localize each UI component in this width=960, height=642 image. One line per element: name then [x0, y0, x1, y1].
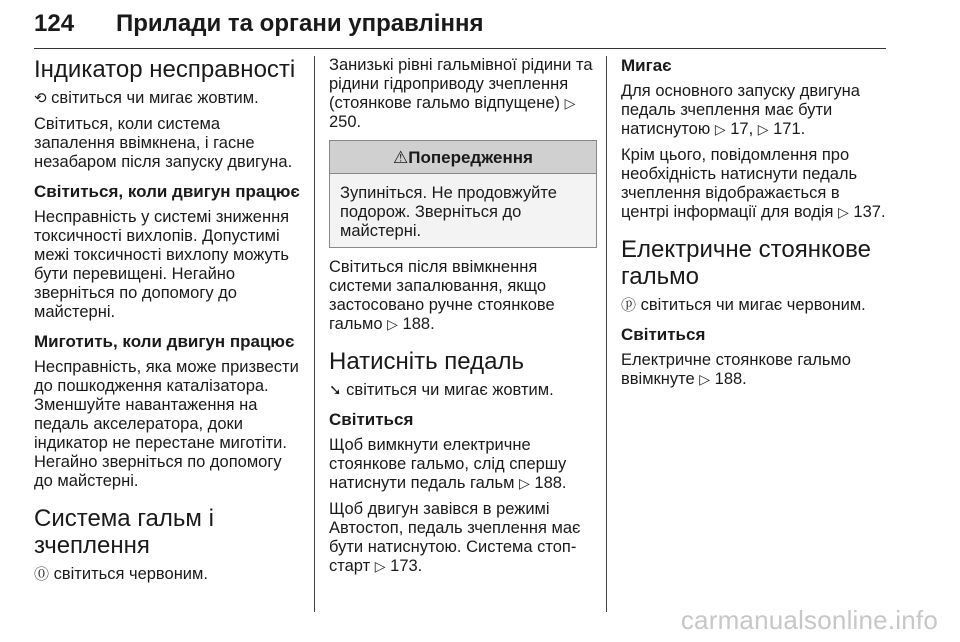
column-3 [621, 56, 891, 396]
column-2 [329, 56, 597, 583]
page-reference-triangle-icon: ▷ [387, 316, 398, 332]
column-1 [34, 56, 302, 591]
brake-system-icon: ⓪ [34, 566, 50, 583]
paragraph: Несправність у системі зниження токсичності вихлопів. Допустимі межі токсичності вихлопу можуть бути перевищені. Негайно зверніться по допомогу до майстерні. [34, 208, 290, 321]
page-number: 124 [34, 10, 75, 37]
page-header [34, 0, 886, 49]
paragraph: ⟲ світиться чи мигає жовтим. [34, 89, 259, 107]
column-divider [606, 56, 607, 612]
page-reference-triangle-icon: ▷ [838, 204, 849, 220]
warning-header: ⚠Попередження [330, 141, 596, 174]
paragraph: Щоб двигун завівся в режимі Автостоп, педаль зчеплення має бути натиснутою. Система стоп-старт ▷ 173. [329, 500, 581, 575]
electric-parking-brake-icon: ⓟ [621, 297, 637, 314]
engine-malfunction-icon: ⟲ [34, 90, 47, 107]
paragraph: ➘ світиться чи мигає жовтим. [329, 381, 554, 399]
clutch-pedal-icon: ➘ [329, 382, 342, 399]
watermark: carmanualsonline.info [680, 605, 938, 635]
paragraph: Світиться після ввімкнення системи запалювання, якщо застосовано ручне стоянкове гальмо ▷ 188. [329, 258, 555, 333]
page-reference-triangle-icon: ▷ [699, 371, 711, 387]
subheading: Миготить, коли двигун працює [34, 332, 295, 351]
warning-body: Зупиніться. Не продовжуйте подорож. Зверніться до майстерні. [330, 174, 596, 247]
paragraph: Для основного запуску двигуна педаль зчеплення має бути натиснутою ▷ 17, ▷ 171. [621, 82, 860, 138]
subheading: Мигає [621, 56, 672, 75]
paragraph: Світиться, коли система запалення ввімкнена, і гасне незабаром після запуску двигуна. [34, 115, 293, 171]
paragraph: ⓟ світиться чи мигає червоним. [621, 296, 866, 314]
section-heading-malfunction-indicator: Індикатор несправності [34, 56, 296, 83]
page-reference-triangle-icon: ▷ [564, 95, 576, 111]
paragraph: Несправність, яка може призвести до пошкодження каталізатора. Зменшуйте навантаження на педаль акселератора, доки індикатор не перестане миготіти. Негайно зверніться по допомогу до майстерні. [34, 358, 299, 490]
section-heading-press-pedal: Натисніть педаль [329, 348, 524, 375]
subheading: Світиться, коли двигун працює [34, 182, 300, 201]
paragraph: Крім цього, повідомлення про необхідність натиснути педаль зчеплення відображається в центрі інформації для водія ▷ 137. [621, 146, 886, 221]
page-reference-triangle-icon: ▷ [757, 121, 769, 137]
paragraph: Електричне стоянкове гальмо ввімкнуте ▷ 188. [621, 351, 851, 388]
page-reference-triangle-icon: ▷ [714, 121, 726, 137]
section-heading-brake-system: Система гальм і зчеплення [34, 505, 214, 559]
page-title: Прилади та органи управління [116, 10, 484, 37]
section-heading-electric-parking-brake: Електричне стоянкове гальмо [621, 236, 871, 290]
warning-triangle-icon: ⚠ [393, 148, 409, 167]
warning-box [329, 140, 597, 248]
paragraph: Занизькі рівні гальмівної рідини та рідини гідроприводу зчеплення (стоянкове гальмо відпущене) ▷ 250. [329, 56, 593, 131]
paragraph: ⓪ світиться червоним. [34, 565, 208, 583]
column-divider [314, 56, 315, 612]
subheading: Світиться [329, 410, 414, 429]
page-reference-triangle-icon: ▷ [374, 558, 386, 574]
page-reference-triangle-icon: ▷ [519, 475, 530, 491]
subheading: Світиться [621, 325, 706, 344]
paragraph: Щоб вимкнути електричне стоянкове гальмо, слід спершу натиснути педаль гальм ▷ 188. [329, 436, 567, 492]
